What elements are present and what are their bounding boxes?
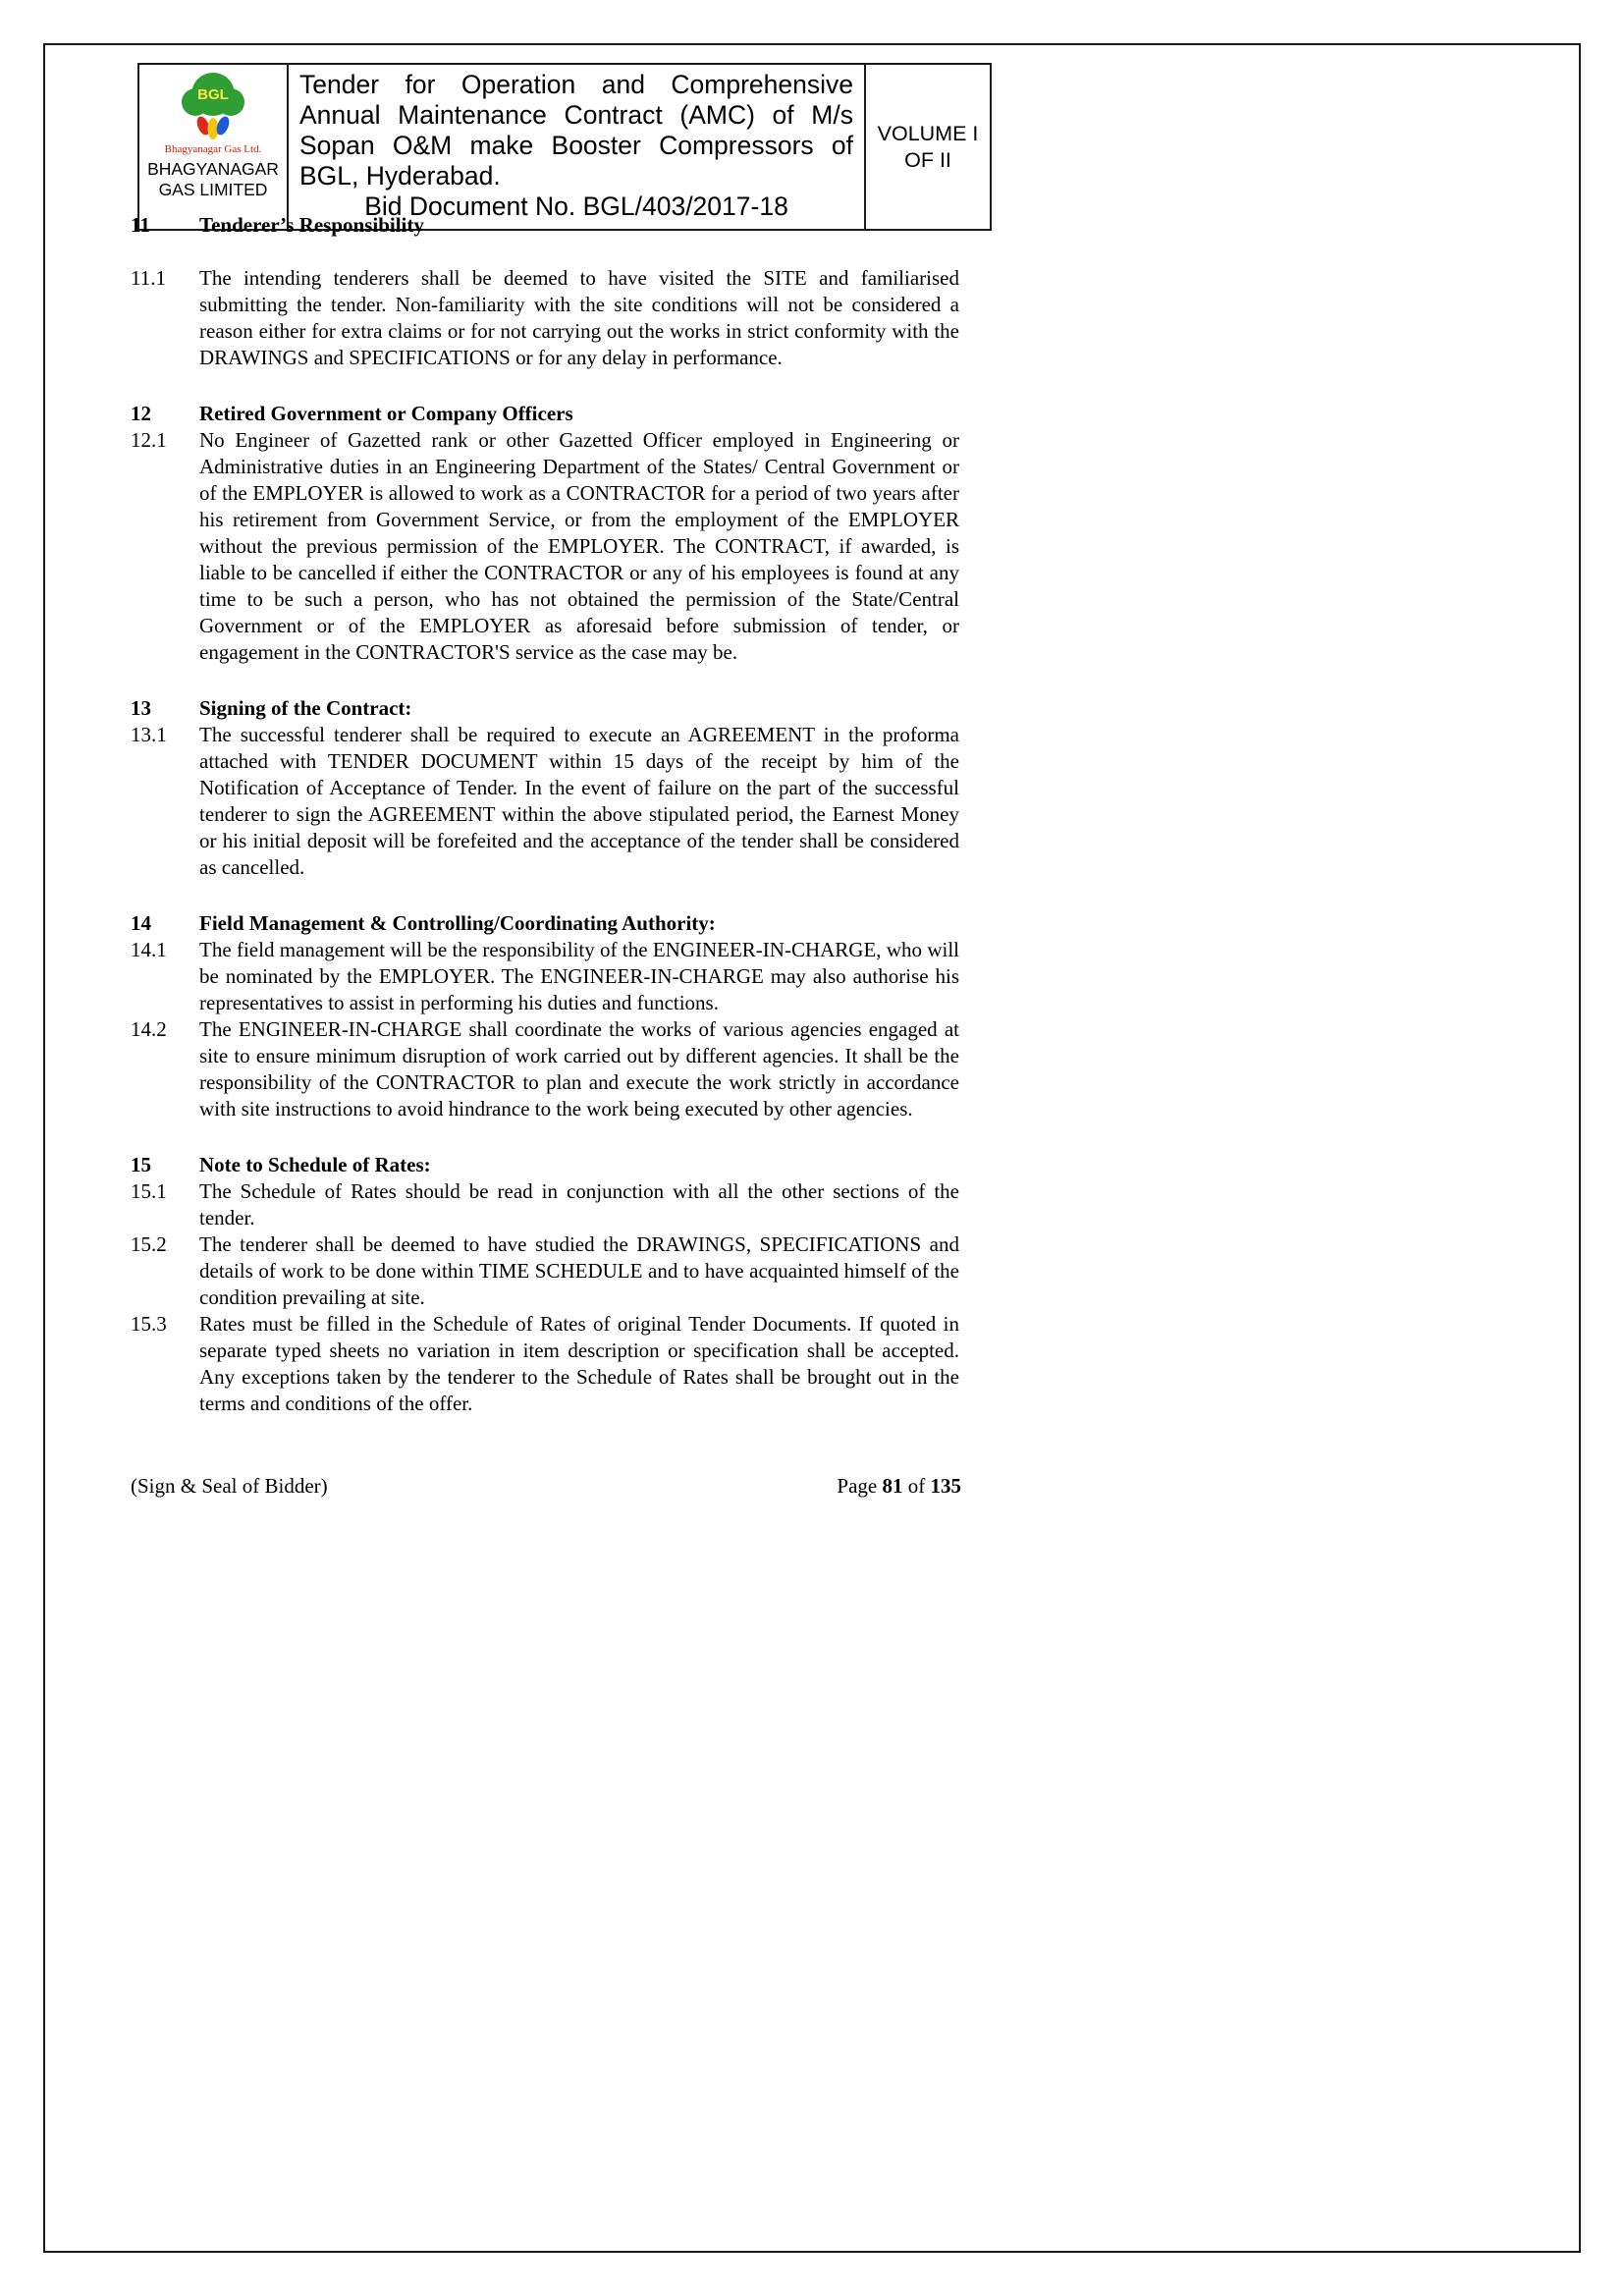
section-title: Signing of the Contract: [199,696,412,720]
clause-number: 15.3 [131,1312,167,1336]
header-table [137,63,992,231]
section-number: 13 [131,696,151,720]
clause-12-1 [131,427,959,666]
page-word: Page [837,1474,878,1498]
clause-text: The successful tenderer shall be required to execute an AGREEMENT in the proforma attached with TENDER DOCUMENT within 15 days of the receipt by him of the Notification of Acceptance of Tender. In the event of failure on the part of the successful tenderer to sign the AGREEMENT within the above stipulated period, the Earnest Money or his initial deposit will be forefeited and the acceptance of the tender shall be considered as cancelled. [199,723,959,879]
clause-15-3 [131,1311,959,1417]
section-14-heading [131,910,959,937]
company-name: BHAGYANAGAR GAS LIMITED [147,159,279,199]
clause-number: 13.1 [131,723,167,746]
section-title: Retired Government or Company Officers [199,402,573,425]
clause-text: The field management will be the responsibility of the ENGINEER-IN-CHARGE, who will be nominated by the EMPLOYER. The ENGINEER-IN-CHARGE may also authorise his representatives to assist in performing his duties and functions. [199,938,959,1014]
section-13-heading [131,695,959,722]
section-11-heading [131,212,959,239]
company-logo-icon [172,71,254,143]
section-title: Tenderer’s Responsibility [199,213,424,237]
section-number: 11 [131,213,150,237]
volume-cell [866,65,990,229]
clause-number: 15.1 [131,1179,167,1203]
section-number: 12 [131,402,151,425]
clause-number: 15.2 [131,1232,167,1256]
clause-11-1 [131,265,959,371]
footer [131,1473,961,1500]
volume-label-line1: VOLUME I [877,121,979,145]
clause-text: The Schedule of Rates should be read in conjunction with all the other sections of the tender. [199,1179,959,1230]
clause-14-1 [131,937,959,1016]
document-body [131,212,959,1417]
clause-14-2 [131,1016,959,1122]
of-word: of [907,1474,926,1498]
clause-text: The ENGINEER-IN-CHARGE shall coordinate the works of various agencies engaged at site to ensure minimum disruption of work carried out by different agencies. It shall be the responsibility of the CONTRACTOR to plan and execute the work strictly in accordance with site instructions to avoid hindrance to the work being executed by other agencies. [199,1017,959,1121]
logo-monogram: BGL [197,86,229,103]
page-indicator [837,1473,961,1500]
logo-subtitle: Bhagyanagar Gas Ltd. [164,143,262,155]
clause-number: 14.2 [131,1017,167,1041]
bid-document-no: Bid Document No. BGL/403/2017-18 [364,191,788,221]
clause-text: No Engineer of Gazetted rank or other Gazetted Officer employed in Engineering or Administrative duties in an Engineering Department of the States/ Central Government or of the EMPLOYER is allowed to work as a CONTRACTOR for a period of two years after his retirement from Government Service, or from the employment of the EMPLOYER without the previous permission of the EMPLOYER. The CONTRACT, if awarded, is liable to be cancelled if either the CONTRACTOR or any of his employees is found at any time to be such a person, who has not obtained the permission of the State/Central Government or of the EMPLOYER as aforesaid before submission of tender, or engagement in the CONTRACTOR'S service as the case may be. [199,428,959,664]
clause-number: 11.1 [131,266,166,290]
total-pages: 135 [930,1474,961,1498]
clause-13-1 [131,722,959,881]
clause-number: 14.1 [131,938,167,961]
volume-label-line2: OF II [904,147,951,172]
section-title: Note to Schedule of Rates: [199,1153,431,1176]
title-cell [289,65,866,229]
page-number: 81 [882,1474,903,1498]
section-12-heading [131,401,959,427]
logo-cell [139,65,289,229]
section-15-heading [131,1152,959,1178]
section-title: Field Management & Controlling/Coordinating Authority: [199,911,716,935]
sign-seal-label: (Sign & Seal of Bidder) [131,1474,328,1498]
clause-15-2 [131,1231,959,1311]
section-number: 15 [131,1153,151,1176]
tender-title: Tender for Operation and Comprehensive Annual Maintenance Contract (AMC) of M/s Sopan O&M make Booster Compressors of BGL, Hyderabad. [299,70,853,191]
clause-text: The intending tenderers shall be deemed to have visited the SITE and familiarised submitting the tender. Non-familiarity with the site conditions will not be considered a reason either for extra claims or for not carrying out the works in strict conformity with the DRAWINGS and SPECIFICATIONS or for any delay in performance. [199,266,959,369]
clause-15-1 [131,1178,959,1231]
clause-text: Rates must be filled in the Schedule of Rates of original Tender Documents. If quoted in separate typed sheets no variation in item description or specification shall be accepted. Any exceptions taken by the tenderer to the Schedule of Rates shall be brought out in the terms and conditions of the offer. [199,1312,959,1415]
clause-text: The tenderer shall be deemed to have studied the DRAWINGS, SPECIFICATIONS and details of work to be done within TIME SCHEDULE and to have acquainted himself of the condition prevailing at site. [199,1232,959,1309]
clause-number: 12.1 [131,428,167,452]
section-number: 14 [131,911,151,935]
